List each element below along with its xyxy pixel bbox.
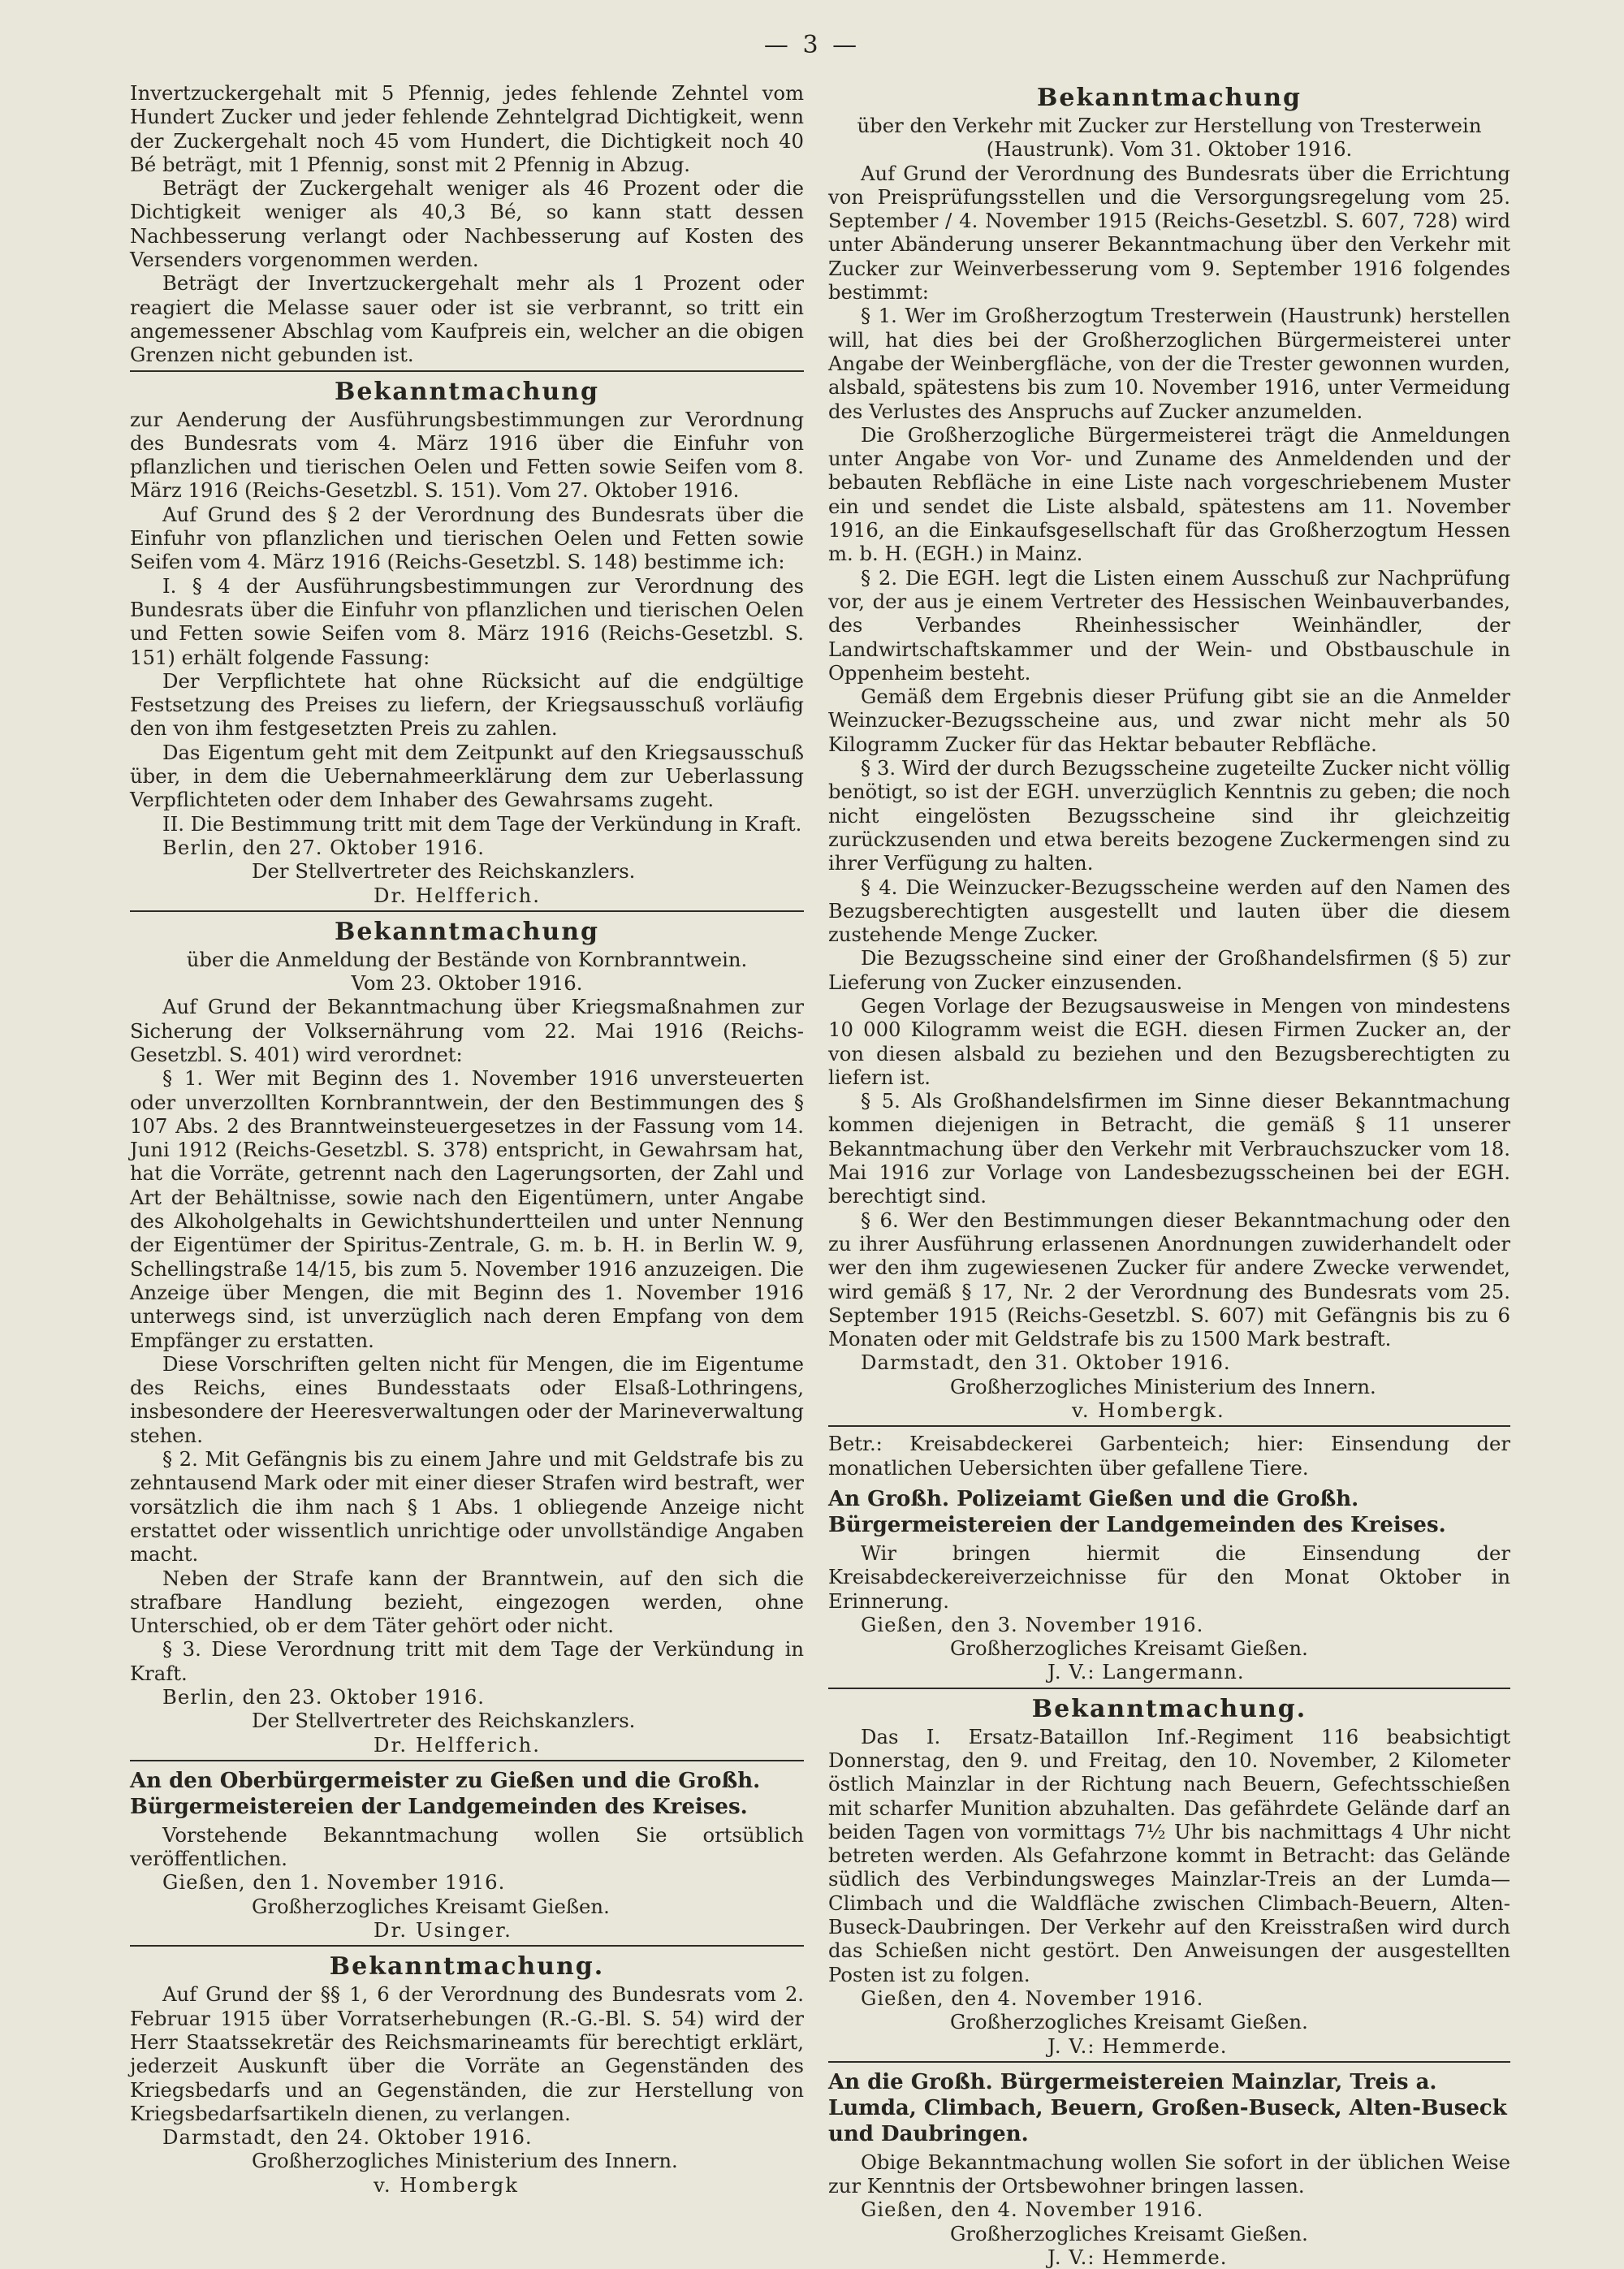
signature-office: Großherzogliches Ministerium des Innern. [252,2149,678,2173]
divider [130,370,804,372]
notice-paragraph: § 3. Wird der durch Bezugsscheine zugeteilte Zucker nicht völlig benötigt, so ist der EGH. unverzüglich Kenntnis zu geben; die noch nicht eingelösten Bezugsscheine sind ihr gleichzeitig zurückzusenden und etwa bereits bezogene Zuckermengen sind zu ihrer Verfügung zu halten. [828,756,1510,875]
notice-paragraph: Diese Vorschriften gelten nicht für Mengen, die im Eigentume des Reichs, eines Bundesstaats oder Elsaß-Lothringens, insbesondere der Heeresverwaltungen oder der Marineverwaltung stehen. [130,1351,804,1447]
notice-paragraph: Obige Bekanntmachung wollen Sie sofort in der üblichen Weise zur Kenntnis der Ortsbewohner bringen lassen. [828,2150,1510,2198]
signature-place: Darmstadt, den 31. Oktober 1916. [861,1351,1231,1375]
notice-subtitle: über den Verkehr mit Zucker zur Herstellung von Tresterwein (Haustrunk). Vom 31. Oktober 1916. [857,114,1482,162]
signature-name: J. V.: Langermann. [1047,1660,1245,1684]
notice-paragraph: Das Eigentum geht mit dem Zeitpunkt auf den Kriegsausschuß über, in dem die Uebernahmeerklärung dem zur Ueberlassung Verpflichteten oder dem Inhaber des Gewahrsams zugeht. [130,740,804,812]
notice-paragraph: II. Die Bestimmung tritt mit dem Tage der Verkündung in Kraft. [162,811,802,836]
notice-paragraph: § 1. Wer mit Beginn des 1. November 1916 unversteuerten oder unverzollten Kornbranntwein, der den Bestimmungen des § 107 Abs. 2 des Branntweinsteuergesetzes in der Fassung vom 14. Juni 1912 (Reichs-Gesetzbl. S. 378) entspricht, in Gewahrsam hat, hat die Vorräte, getrennt nach den Lagerungsorten, der Zahl und Art der Behältnisse, sowie nach den Eigentümern, unter Angabe des Alkoholgehalts in Gewichtshundertteilen und unter Nennung der Eigentümer der Spiritus-Zentrale, G. m. b. H. in Berlin W. 9, Schellingstraße 14/15, bis zum 5. November 1916 anzuzeigen. Die Anzeige über Mengen, die mit Beginn des 1. November 1916 unterwegs sind, ist unverzüglich nach deren Empfang von dem Empfänger zu erstatten. [130,1066,804,1352]
signature-name: v. Hombergk [374,2172,519,2197]
notice-paragraph: Die Bezugsscheine sind einer der Großhandelsfirmen (§ 5) zur Lieferung von Zucker einzusenden. [828,946,1510,994]
signature-name: v. Hombergk. [1072,1398,1225,1423]
signature-office: Der Stellvertreter des Reichskanzlers. [252,1709,636,1733]
notice-heading: An den Oberbürgermeister zu Gießen und die Großh. Bürgermeistereien der Landgemeinden des Kreises. [130,1768,761,1819]
notice-paragraph: § 2. Mit Gefängnis bis zu einem Jahre und mit Geldstrafe bis zu zehntausend Mark oder mit einer dieser Strafen wird bestraft, wer vorsätzlich die ihm nach § 1 Abs. 1 obliegende Anzeige nicht erstattet oder wissentlich unrichtige oder unvollständige Angaben macht. [130,1447,804,1567]
signature-name: J. V.: Hemmerde. [1047,2033,1228,2058]
notice-paragraph: § 5. Als Großhandelsfirmen im Sinne dieser Bekanntmachung kommen diejenigen in Betracht, die gemäß § 11 unserer Bekanntmachung über den Verkehr mit Verbrauchszucker vom 18. Mai 1916 zur Vorlage von Landesbezugsscheinen bei der EGH. berechtigt sind. [828,1089,1510,1208]
notice-paragraph: Auf Grund der Verordnung des Bundesrats über die Errichtung von Preisprüfungsstellen und die Versorgungsregelung vom 25. September / 4. November 1915 (Reichs-Gesetzbl. S. 607, 728) wird unter Abänderung unserer Bekanntmachung über den Verkehr mit Zucker zur Weinverbesserung vom 9. September 1916 folgendes bestimmt: [828,161,1510,305]
signature-office: Großherzogliches Kreisamt Gießen. [950,2221,1308,2245]
notice-heading: Bekanntmachung. [1031,1694,1307,1723]
notice-paragraph: § 6. Wer den Bestimmungen dieser Bekanntmachung oder den zu ihrer Ausführung erlassenen Anordnungen zuwiderhandelt oder wer den ihm zugewiesenen Zucker für andere Zwecke verwendet, wird gemäß § 17, Nr. 2 der Verordnung des Bundesrats vom 25. September 1915 (Reichs-Gesetzbl. S. 607) mit Gefängnis bis zu 6 Monaten oder mit Geldstrafe bis zu 1500 Mark bestraft. [828,1208,1510,1351]
signature-place: Gießen, den 4. November 1916. [861,2198,1204,2222]
notice-paragraph: Auf Grund des § 2 der Verordnung des Bundesrats über die Einfuhr von pflanzlichen und tierischen Oelen und Fetten sowie Seifen vom 4. März 1916 (Reichs-Gesetzbl. S. 148) bestimme ich: [130,502,804,574]
signature-office: Großherzogliches Kreisamt Gießen. [252,1894,610,1918]
signature-place: Gießen, den 1. November 1916. [162,1870,506,1895]
signature-name: Dr. Usinger. [374,1918,512,1943]
subject-line: Betr.: Kreisabdeckerei Garbenteich; hier: Einsendung der monatlichen Uebersichten über gefallene Tiere. [828,1432,1510,1480]
signature-place: Berlin, den 23. Oktober 1916. [162,1685,486,1709]
notice-paragraph: Neben der Strafe kann der Branntwein, auf den sich die strafbare Handlung bezieht, eingezogen werden, ohne Unterschied, ob er dem Täter gehört oder nicht. [130,1566,804,1638]
notice-paragraph: § 4. Die Weinzucker-Bezugsscheine werden auf den Namen des Bezugsberechtigten ausgestellt und lauten über die diesem zustehende Menge Zucker. [828,875,1510,947]
notice-paragraph: Gegen Vorlage der Bezugsausweise in Mengen von mindestens 10 000 Kilogramm weist die EGH. diesen Firmen Zucker an, der von diesen alsbald zu beziehen und den Bezugsberechtigten zu liefern ist. [828,993,1510,1089]
notice-subtitle: über die Anmeldung der Bestände von Kornbranntwein. [186,947,748,971]
notice-heading: Bekanntmachung. [329,1952,605,1982]
notice-paragraph: Gemäß dem Ergebnis dieser Prüfung gibt sie an die Anmelder Weinzucker-Bezugsscheine aus, und zwar nicht mehr als 50 Kilogramm Zucker für das Hektar bebauter Rebfläche. [828,685,1510,756]
divider [828,1688,1510,1689]
page-number: — 3 — [763,31,861,59]
signature-place: Gießen, den 3. November 1916. [861,1612,1204,1636]
signature-name: Dr. Helfferich. [374,1732,541,1757]
notice-subtitle: zur Aenderung der Ausführungsbestimmungen zur Verordnung des Bundesrats vom 4. März 1916 über die Einfuhr von pflanzlichen und tierischen Oelen und Fetten sowie Seifen vom 8. März 1916 (Reichs-Gesetzbl. S. 151). Vom 27. Oktober 1916. [130,407,804,503]
intro-paragraph: Invertzuckergehalt mit 5 Pfennig, jedes fehlende Zehntel vom Hundert Zucker und jeder fehlende Zehntelgrad Dichtigkeit, wenn der Zuckergehalt noch 45 vom Hundert, die Dichtigkeit noch 40 Bé beträgt, mit 1 Pfennig, sonst mit 2 Pfennig in Abzug. [130,81,804,176]
notice-paragraph: § 1. Wer im Großherzogtum Tresterwein (Haustrunk) herstellen will, hat dies bei der Großherzoglichen Bürgermeisterei unter Angabe der Weinbergfläche, von der die Trester gewonnen wurden, alsbald, spätestens bis zum 10. November 1916, unter Vermeidung des Verlustes des Anspruchs auf Zucker anzumelden. [828,304,1510,423]
notice-paragraph: Das I. Ersatz-Bataillon Inf.-Regiment 116 beabsichtigt Donnerstag, den 9. und Freitag, den 10. November, 2 Kilometer östlich Mainzlar in der Richtung nach Beuern, Gefechtsschießen mit scharfer Munition abzuhalten. Das gefährdete Gelände darf an beiden Tagen von vormittags 7½ Uhr bis nachmittags 4 Uhr nicht betreten werden. Als Gefahrzone kommt in Betracht: das Gelände südlich des Verbindungsweges Mainzlar-Treis an der Lumda—Climbach und die Waldfläche zwischen Climbach-Beuern, Alten-Buseck-Daubringen. Der Verkehr auf den Kreisstraßen wird durch das Schießen nicht gestört. Den Anweisungen der ausgestellten Posten ist zu folgen. [828,1724,1510,1986]
divider [828,1425,1510,1427]
divider [130,1760,804,1761]
notice-paragraph: Auf Grund der Bekanntmachung über Kriegsmaßnahmen zur Sicherung der Volksernährung vom 22. Mai 1916 (Reichs-Gesetzbl. S. 401) wird verordnet: [130,995,804,1066]
divider [130,910,804,912]
intro-paragraph: Beträgt der Zuckergehalt weniger als 46 Prozent oder die Dichtigkeit weniger als 40,3 Bé, so kann statt dessen Nachbesserung verlangt oder Nachbesserung auf Kosten des Versenders vorgenommen werden. [130,176,804,272]
signature-place: Gießen, den 4. November 1916. [861,1986,1204,2010]
notice-date: Vom 23. Oktober 1916. [351,971,583,996]
notice-paragraph: § 2. Die EGH. legt die Listen einem Ausschuß zur Nachprüfung vor, der aus je einem Vertreter des Hessischen Weinbauverbandes, des Verbandes Rheinhessischer Weinhändler, der Landwirtschaftskammer und der Wein- und Obstbauschule in Oppenheim besteht. [828,565,1510,685]
notice-heading: An die Großh. Bürgermeistereien Mainzlar, Treis a. Lumda, Climbach, Beuern, Großen-Buseck, Alten-Buseck und Daubringen. [828,2069,1507,2146]
signature-name: Dr. Helfferich. [374,883,541,907]
notice-paragraph: Auf Grund der §§ 1, 6 der Verordnung des Bundesrats vom 2. Februar 1915 über Vorratserhebungen (R.-G.-Bl. S. 54) wird der Herr Staatssekretär des Reichsmarineamts für berechtigt erklärt, jederzeit Auskunft über die Vorräte an Gegenständen des Kriegsbedarfs und an Gegenständen, die zur Herstellung von Kriegsbedarfsartikeln dienen, zu verlangen. [130,1982,804,2125]
signature-office: Großherzogliches Kreisamt Gießen. [950,1636,1308,1661]
notice-heading: Bekanntmachung [1036,84,1302,112]
intro-paragraph: Beträgt der Invertzuckergehalt mehr als 1 Prozent oder reagiert die Melasse sauer oder ist sie verbrannt, so tritt ein angemessener Abschlag vom Kaufpreis ein, welcher an die obigen Grenzen nicht gebunden ist. [130,271,804,367]
notice-heading: An Großh. Polizeiamt Gießen und die Großh. Bürgermeistereien der Landgemeinden des Kreises. [828,1486,1446,1537]
notice-paragraph: Der Verpflichtete hat ohne Rücksicht auf die endgültige Festsetzung des Preises zu liefern, der Kriegsausschuß vorläufig den von ihm festgesetzten Preis zu zahlen. [130,668,804,741]
notice-paragraph: Die Großherzogliche Bürgermeisterei trägt die Anmeldungen unter Angabe von Vor- und Zuname des Anmeldenden und der bebauten Rebfläche in eine Liste nach vorgeschriebenem Muster ein und sendet die Liste alsbald, spätestens am 11. November 1916, an die Einkaufsgesellschaft für das Großherzogtum Hessen m. b. H. (EGH.) in Mainz. [828,422,1510,566]
signature-place: Berlin, den 27. Oktober 1916. [162,835,486,859]
notice-heading: Bekanntmachung [334,377,599,406]
signature-name: J. V.: Hemmerde. [1047,2245,1228,2269]
divider [828,2061,1510,2063]
signature-office: Großherzogliches Kreisamt Gießen. [950,2010,1308,2034]
notice-heading: Bekanntmachung [334,917,599,946]
notice-paragraph: Vorstehende Bekanntmachung wollen Sie ortsüblich veröffentlichen. [130,1822,804,1871]
divider [130,1945,804,1947]
notice-paragraph: Wir bringen hiermit die Einsendung der Kreisabdeckereiverzeichnisse für den Monat Oktober in Erinnerung. [828,1541,1510,1613]
signature-office: Großherzogliches Ministerium des Innern. [950,1374,1376,1398]
left-column [130,81,804,2197]
signature-office: Der Stellvertreter des Reichskanzlers. [252,859,636,884]
notice-paragraph: § 3. Diese Verordnung tritt mit dem Tage der Verkündung in Kraft. [130,1637,804,1685]
right-column [828,81,1510,2269]
notice-paragraph: I. § 4 der Ausführungsbestimmungen zur Verordnung des Bundesrats über die Einfuhr von pflanzlichen und tierischen Oelen und Fetten sowie Seifen vom 8. März 1916 (Reichs-Gesetzbl. S. 151) erhält folgende Fassung: [130,573,804,669]
signature-place: Darmstadt, den 24. Oktober 1916. [162,2125,533,2150]
